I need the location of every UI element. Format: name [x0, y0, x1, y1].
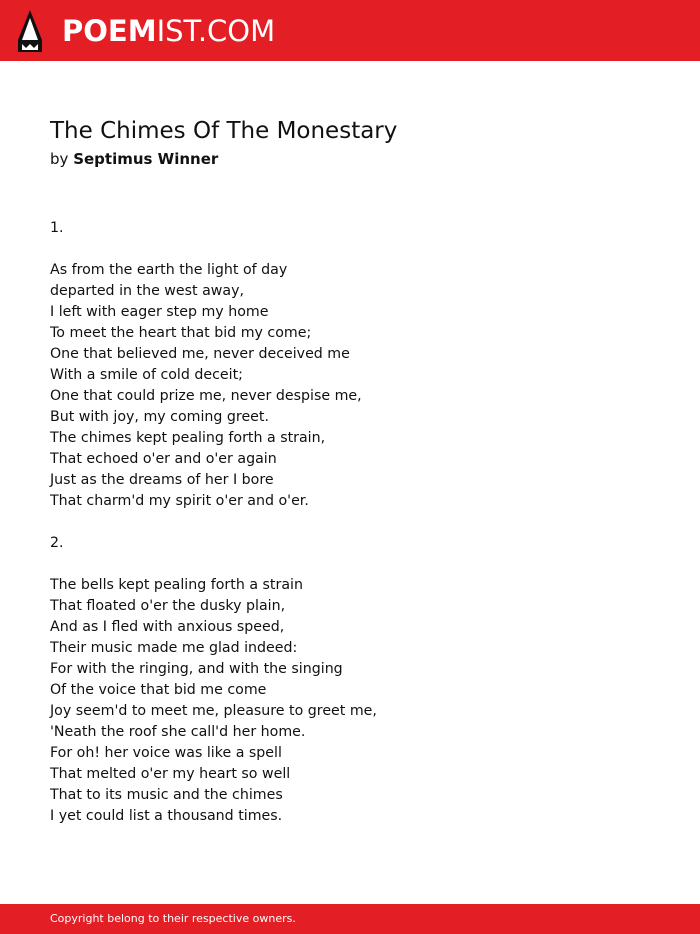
- poem-line: [50, 554, 650, 575]
- poem-line: As from the earth the light of day: [50, 262, 288, 278]
- poem-line: Joy seem'd to meet me, pleasure to greet me,: [50, 703, 377, 719]
- poem-line: Just as the dreams of her I bore: [50, 472, 274, 488]
- pencil-icon: [18, 10, 42, 52]
- poem-line: That floated o'er the dusky plain,: [50, 598, 286, 614]
- poem-line: The bells kept pealing forth a strain: [50, 577, 303, 593]
- footer-bar: [0, 904, 700, 934]
- brand-name: [62, 9, 275, 53]
- poem-line: I left with eager step my home: [50, 304, 269, 320]
- poem-line: 'Neath the roof she call'd her home.: [50, 724, 306, 740]
- poem-line: One that believed me, never deceived me: [50, 346, 350, 362]
- poem-line: [50, 512, 650, 533]
- poem-line: departed in the west away,: [50, 283, 245, 299]
- poem-line: 2.: [50, 535, 64, 551]
- header-bar: [0, 0, 700, 61]
- copyright-notice: Copyright belong to their respective owners.: [50, 912, 296, 925]
- poem-body: [50, 218, 650, 827]
- poem-line: Of the voice that bid me come: [50, 682, 267, 698]
- site-logo[interactable]: [18, 9, 275, 53]
- poem-line: But with joy, my coming greet.: [50, 409, 269, 425]
- poem-line: For with the ringing, and with the singing: [50, 661, 343, 677]
- poem-title: The Chimes Of The Monestary: [50, 118, 398, 144]
- poem-line: That melted o'er my heart so well: [50, 766, 291, 782]
- poem-line: And as I fled with anxious speed,: [50, 619, 285, 635]
- brand-name-bold: POEM: [62, 14, 157, 48]
- poem-line: For oh! her voice was like a spell: [50, 745, 282, 761]
- poem-line: That to its music and the chimes: [50, 787, 283, 803]
- byline: [50, 148, 218, 170]
- poem-line: [50, 239, 650, 260]
- poem-line: Their music made me glad indeed:: [50, 640, 298, 656]
- poem-line: To meet the heart that bid my come;: [50, 325, 312, 341]
- author-name: Septimus Winner: [73, 150, 219, 168]
- poem-line: That echoed o'er and o'er again: [50, 451, 277, 467]
- poem-line: With a smile of cold deceit;: [50, 367, 243, 383]
- poem-line: That charm'd my spirit o'er and o'er.: [50, 493, 309, 509]
- poem-line: I yet could list a thousand times.: [50, 808, 283, 824]
- by-label: by: [50, 150, 69, 168]
- poem-line: The chimes kept pealing forth a strain,: [50, 430, 326, 446]
- poem-line: 1.: [50, 220, 64, 236]
- brand-name-light: IST.COM: [156, 14, 276, 48]
- poem-line: One that could prize me, never despise me,: [50, 388, 362, 404]
